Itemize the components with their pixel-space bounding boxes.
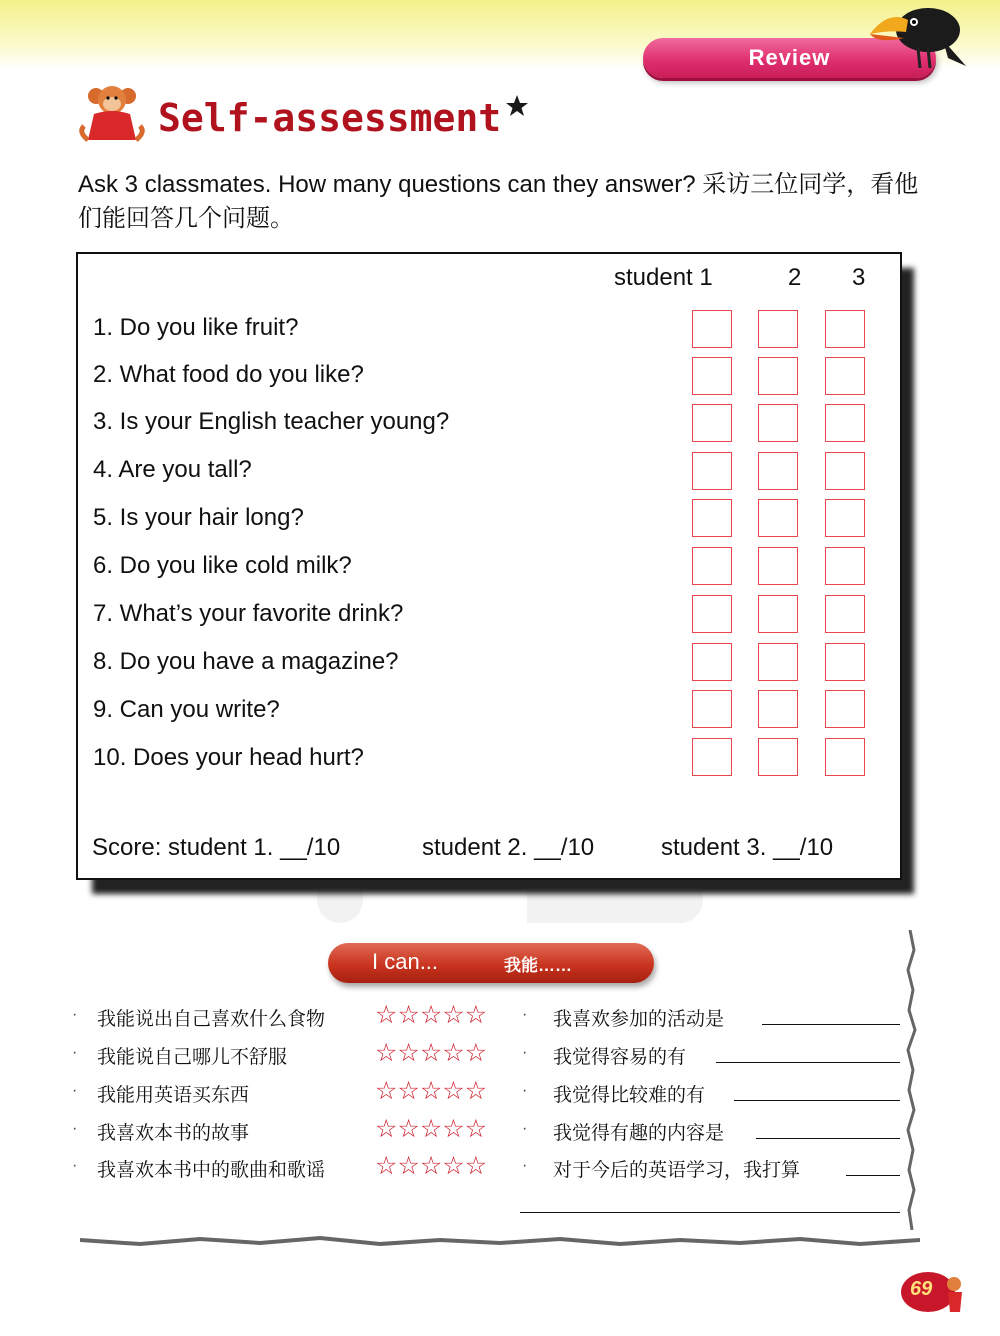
question-item: 6. Do you like cold milk? (93, 552, 352, 579)
score-student-3: student 3. __/10 (661, 834, 834, 861)
column-header-student-2: 2 (788, 264, 802, 291)
question-item: 3. Is your English teacher young? (93, 408, 450, 435)
question-item: 4. Are you tall? (93, 456, 252, 483)
bullet: · (72, 1044, 78, 1061)
rating-stars[interactable]: ☆☆☆☆☆ (375, 1077, 488, 1105)
toucan-icon (848, 0, 968, 70)
bullet: · (522, 1120, 528, 1137)
answer-box-student-2[interactable] (758, 310, 798, 348)
answer-box-student-3[interactable] (825, 404, 865, 442)
bullet: · (72, 1006, 78, 1023)
answer-box-student-2[interactable] (758, 452, 798, 490)
answer-box-student-1[interactable] (692, 499, 732, 537)
answer-box-student-2[interactable] (758, 547, 798, 585)
answer-box-student-3[interactable] (825, 690, 865, 728)
bullet: · (522, 1044, 528, 1061)
page-number: 69 (910, 1278, 933, 1300)
answer-box-student-2[interactable] (758, 643, 798, 681)
answer-box-student-3[interactable] (825, 452, 865, 490)
answer-line[interactable] (520, 1212, 900, 1213)
answer-box-student-1[interactable] (692, 690, 732, 728)
instructions: Ask 3 classmates. How many questions can they answer? 采访三位同学，看他们能回答几个问题。 (78, 171, 919, 232)
i-can-banner (328, 943, 654, 983)
answer-box-student-3[interactable] (825, 357, 865, 395)
can-item: 我喜欢本书的故事 (97, 1122, 250, 1144)
answer-line[interactable] (734, 1100, 900, 1101)
answer-box-student-3[interactable] (825, 499, 865, 537)
can-item: 我能说自己哪儿不舒服 (97, 1046, 288, 1068)
answer-line[interactable] (716, 1062, 900, 1063)
reflection-prompt: 我觉得容易的有 (553, 1046, 687, 1068)
review-tab: Review (643, 38, 936, 78)
answer-box-student-2[interactable] (758, 690, 798, 728)
rating-stars[interactable]: ☆☆☆☆☆ (375, 1152, 488, 1180)
answer-box-student-3[interactable] (825, 547, 865, 585)
score-student-2: student 2. __/10 (422, 834, 595, 861)
answer-box-student-1[interactable] (692, 357, 732, 395)
answer-line[interactable] (762, 1024, 900, 1025)
reflection-prompt: 对于今后的英语学习，我打算 (553, 1159, 801, 1181)
answer-box-student-3[interactable] (825, 738, 865, 776)
bullet: · (522, 1082, 528, 1099)
rating-stars[interactable]: ☆☆☆☆☆ (375, 1039, 488, 1067)
page-title: Self-assessment (158, 96, 502, 140)
question-item: 7. What’s your favorite drink? (93, 600, 404, 627)
reflection-prompt: 我觉得有趣的内容是 (553, 1122, 725, 1144)
monkey-icon (78, 82, 146, 144)
question-item: 5. Is your hair long? (93, 504, 304, 531)
bullet: · (522, 1157, 528, 1174)
rating-stars[interactable]: ☆☆☆☆☆ (375, 1001, 488, 1029)
answer-box-student-2[interactable] (758, 499, 798, 537)
answer-box-student-3[interactable] (825, 595, 865, 633)
i-can-label-cn: 我能…… (504, 956, 572, 975)
answer-box-student-2[interactable] (758, 404, 798, 442)
answer-box-student-1[interactable] (692, 404, 732, 442)
torn-edge (900, 930, 920, 1230)
star-icon (505, 94, 529, 118)
can-item: 我能用英语买东西 (97, 1084, 250, 1106)
question-item: 10. Does your head hurt? (93, 744, 364, 771)
bullet: · (72, 1120, 78, 1137)
can-item: 我能说出自己喜欢什么食物 (97, 1008, 326, 1030)
rating-stars[interactable]: ☆☆☆☆☆ (375, 1115, 488, 1143)
column-header-student-1: student 1 (614, 264, 713, 291)
answer-line[interactable] (846, 1175, 900, 1176)
answer-box-student-1[interactable] (692, 595, 732, 633)
reflection-prompt: 我觉得比较难的有 (553, 1084, 706, 1106)
answer-box-student-2[interactable] (758, 357, 798, 395)
torn-edge-bottom (80, 1230, 920, 1252)
question-item: 1. Do you like fruit? (93, 314, 299, 341)
answer-box-student-1[interactable] (692, 452, 732, 490)
i-can-label: I can... (372, 949, 439, 974)
can-item: 我喜欢本书中的歌曲和歌谣 (97, 1159, 326, 1181)
question-item: 2. What food do you like? (93, 361, 364, 388)
answer-box-student-1[interactable] (692, 738, 732, 776)
question-item: 8. Do you have a magazine? (93, 648, 399, 675)
bullet: · (72, 1082, 78, 1099)
answer-box-student-1[interactable] (692, 547, 732, 585)
score-student-1: Score: student 1. __/10 (92, 834, 341, 861)
question-item: 9. Can you write? (93, 696, 280, 723)
bullet: · (522, 1006, 528, 1023)
answer-box-student-3[interactable] (825, 310, 865, 348)
answer-box-student-3[interactable] (825, 643, 865, 681)
answer-box-student-2[interactable] (758, 595, 798, 633)
answer-line[interactable] (756, 1138, 900, 1139)
reflection-prompt: 我喜欢参加的活动是 (553, 1008, 725, 1030)
answer-box-student-1[interactable] (692, 643, 732, 681)
answer-box-student-1[interactable] (692, 310, 732, 348)
answer-box-student-2[interactable] (758, 738, 798, 776)
bullet: · (72, 1157, 78, 1174)
column-header-student-3: 3 (852, 264, 866, 291)
